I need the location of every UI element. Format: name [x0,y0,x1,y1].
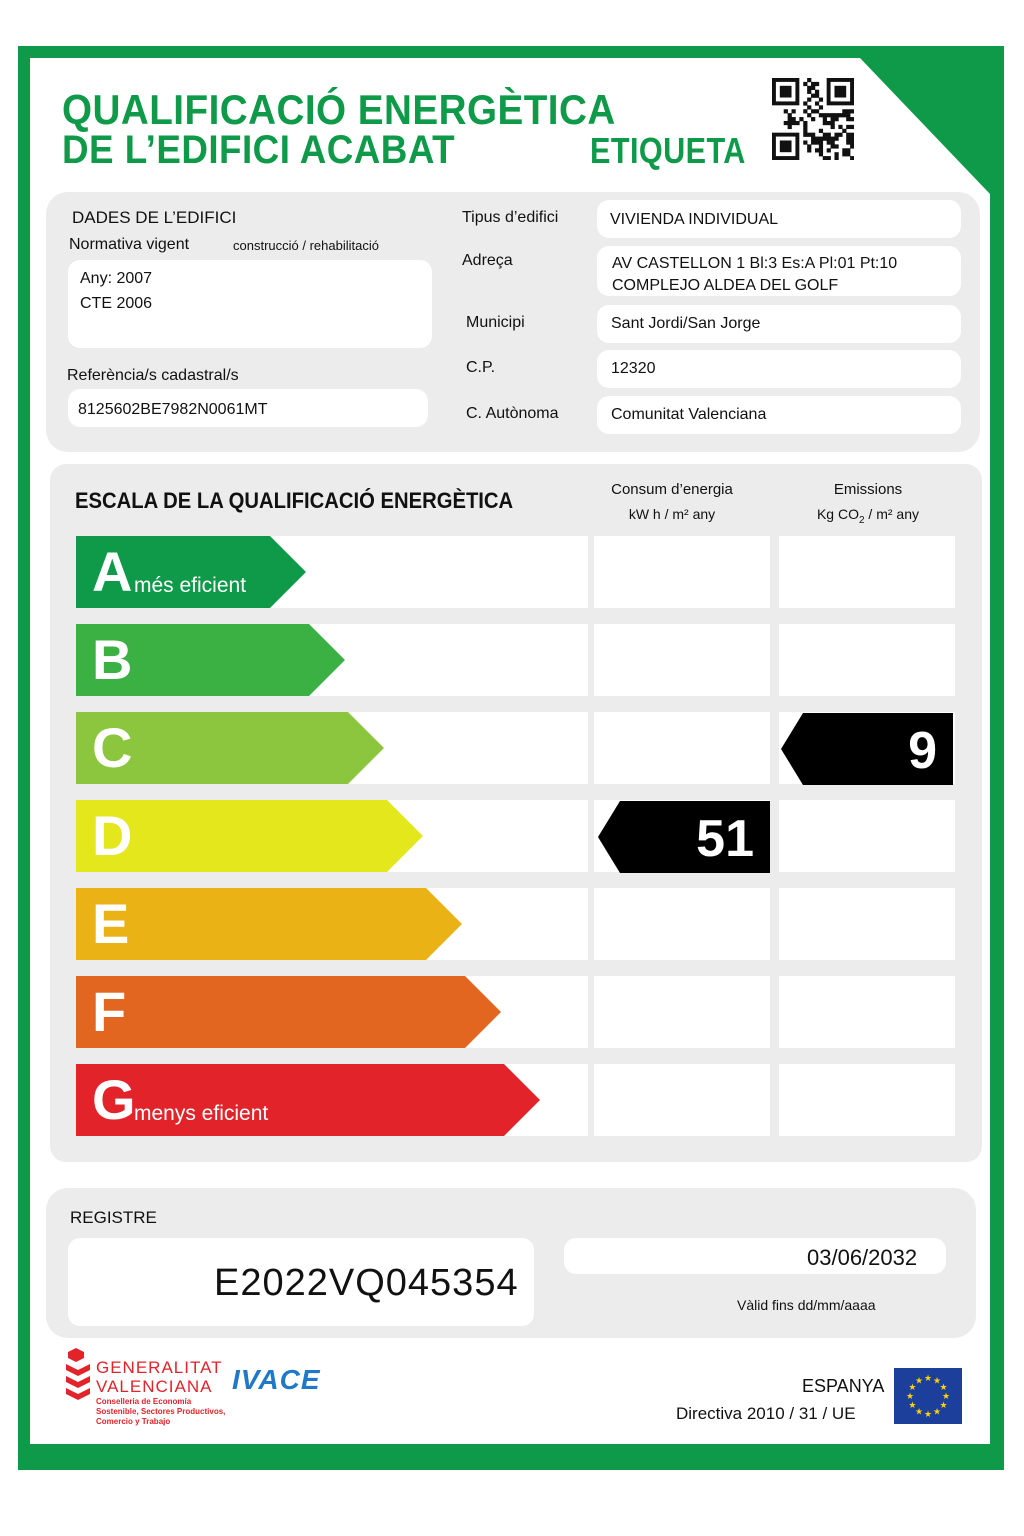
title-line-1: QUALIFICACIÓ ENERGÈTICA [62,86,616,133]
energy-column-head [586,478,758,526]
svg-text:★: ★ [923,1410,933,1420]
emissions-cell-g [779,1064,955,1136]
rating-letter-c: C [92,716,133,779]
generalitat-line-2: VALENCIANA [96,1377,213,1396]
svg-text:★: ★ [908,1401,917,1411]
rating-letter-g: G [92,1068,136,1131]
energy-cell-b [594,624,770,696]
conselleria-line-2: Sostenible, Sectores Productivos, [96,1407,226,1416]
country-label: ESPANYA [802,1376,885,1396]
rating-letter-b: B [92,628,133,691]
emissions-cell-d [779,800,955,872]
region-label: C. Autònoma [466,405,559,422]
svg-text:★: ★ [914,1407,924,1418]
ivace-logo: IVACE [232,1364,321,1395]
energy-cell-e [594,888,770,960]
valid-date: 03/06/2032 [807,1245,918,1270]
valid-date-label: Vàlid fins dd/mm/aaaa [737,1297,876,1313]
building-section-title: DADES DE L’EDIFICI [72,208,237,227]
region-value: Comunitat Valenciana [611,406,767,423]
emissions-cell-e [779,888,955,960]
normativa-label: Normativa vigent [69,236,190,253]
energy-unit-text: kW h / m² any [628,506,716,522]
svg-text:★: ★ [939,1401,948,1411]
rating-arrow-e [76,888,462,960]
energy-head-text: Consum d’energia [611,481,733,498]
generalitat-line-1: GENERALITAT [96,1358,223,1377]
svg-text:★: ★ [923,1374,933,1384]
rating-letter-e: E [92,892,130,955]
cadastral-value: 8125602BE7982N0061MT [78,401,268,418]
emissions-head-text: Emissions [833,481,903,498]
conselleria-line-1: Conselleria de Economía [96,1397,192,1406]
directive-label: Directiva 2010 / 31 / UE [676,1404,856,1423]
svg-text:★: ★ [905,1392,915,1402]
postal-code-value: 12320 [611,360,656,377]
title-line-2: DE L’EDIFICI ACABAT [62,128,456,172]
svg-text:★: ★ [932,1407,942,1418]
registry-label: REGISTRE [70,1208,157,1227]
qr-code-icon[interactable] [772,78,854,160]
emissions-rating-value: 9 [908,722,937,780]
energy-cell-c [594,712,770,784]
normativa-norm: CTE 2006 [80,295,153,312]
cadastral-label: Referència/s cadastral/s [67,367,239,384]
energy-cell-g [594,1064,770,1136]
registry-code: E2022VQ045354 [214,1262,519,1304]
energy-cell-f [594,976,770,1048]
least-efficient-label: menys eficient [134,1102,269,1125]
eu-flag-icon [894,1368,962,1424]
emissions-cell-f [779,976,955,1048]
address-line-1: AV CASTELLON 1 Bl:3 Es:A Pl:01 Pt:10 [612,255,898,272]
address-line-2: COMPLEJO ALDEA DEL GOLF [612,277,839,294]
municipality-value: Sant Jordi/San Jorge [611,315,761,332]
rating-arrow-f [76,976,501,1048]
rating-letter-d: D [92,804,133,867]
energy-rating-value: 51 [696,810,754,868]
postal-code-label: C.P. [466,359,496,376]
svg-text:★: ★ [939,1383,948,1393]
building-type-label: Tipus d’edifici [462,209,559,226]
svg-text:★: ★ [932,1376,942,1387]
address-label: Adreça [462,252,513,269]
energy-cell-a [594,536,770,608]
svg-text:★: ★ [908,1383,917,1393]
emissions-cell-b [779,624,955,696]
emissions-unit-text: Kg $CO_2 / m^2$ any [816,506,920,526]
rating-letter-a: A [92,540,133,603]
emissions-cell-a [779,536,955,608]
scale-title: ESCALA DE LA QUALIFICACIÓ ENERGÈTICA [75,488,514,513]
etiqueta-label: ETIQUETA [590,130,746,171]
normativa-sub: construcció / rehabilitació [233,238,379,253]
conselleria-line-3: Comercio y Trabajo [96,1417,171,1426]
rating-letter-f: F [92,980,127,1043]
building-type-value: VIVIENDA INDIVIDUAL [610,211,779,228]
municipality-label: Municipi [466,314,525,331]
normativa-year: Any: 2007 [80,270,153,287]
generalitat-logo-icon [64,1348,92,1404]
emissions-column-head [780,478,956,533]
svg-text:★: ★ [914,1376,924,1387]
svg-text:★: ★ [941,1392,951,1402]
most-efficient-label: més eficient [134,574,247,597]
